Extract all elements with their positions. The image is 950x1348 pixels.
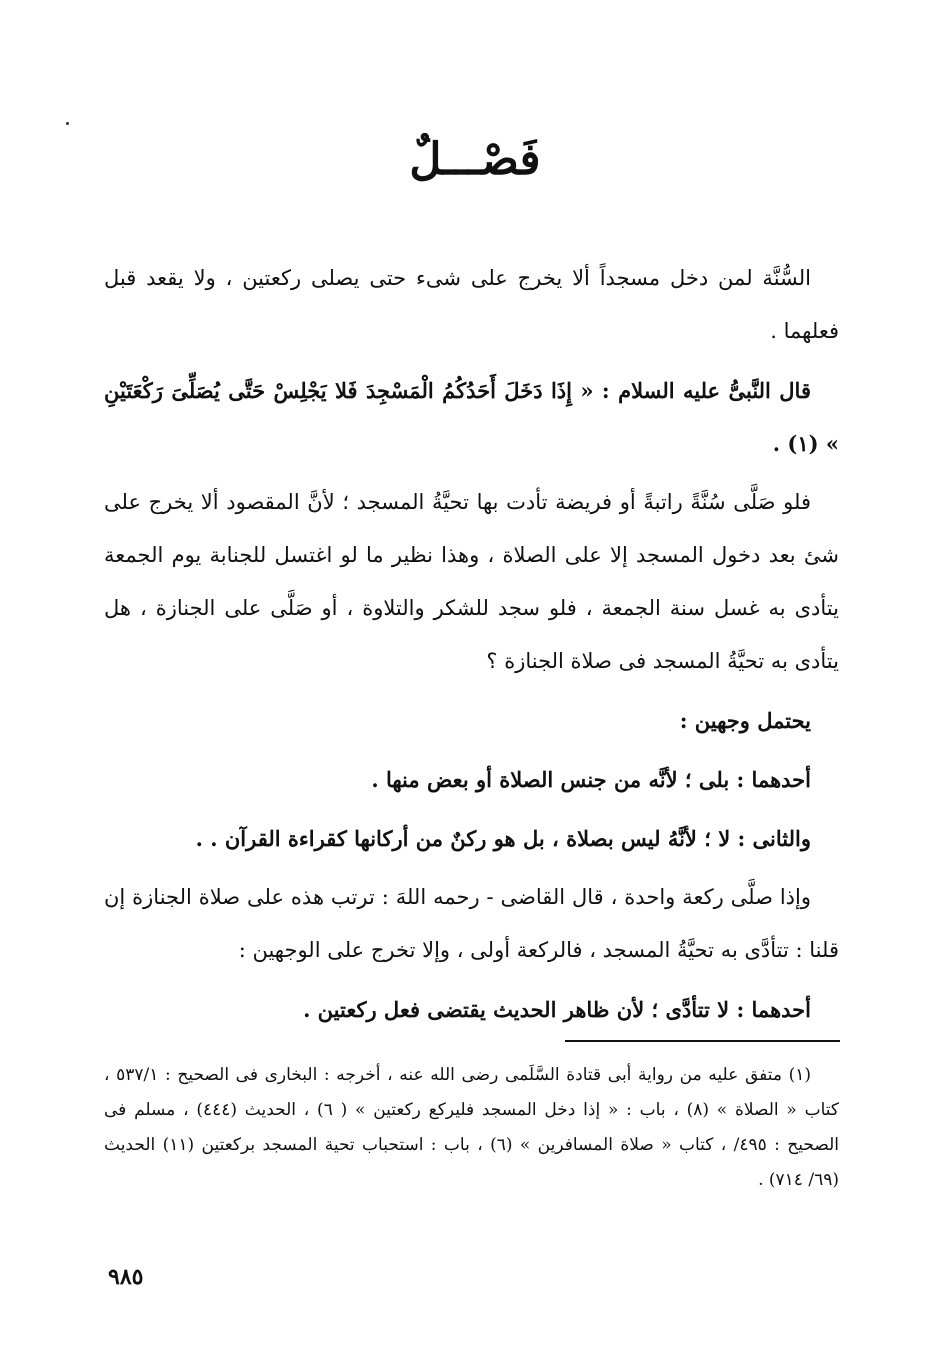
section-heading: فَصْـــلٌ (409, 134, 541, 185)
paragraph-single-rakah-first-opinion: أحدهما : لا تتأدَّى ؛ لأن ظاهر الحديث يقتضى فعل ركعتين . (303, 997, 811, 1022)
paragraph-two-opinions: يحتمل وجهين : (679, 708, 811, 733)
footnote-1: (١) متفق عليه من رواية أبى قتادة السَّلَمى رضى الله عنه ، أخرجه : البخارى فى الصحيح : ٥٣٧/١ ، كتاب « الصلاة » (٨) ، باب : « إذا دخل المسجد فليركع ركعتين » ( ٦) ، الحديث (٤٤٤) ، مسلم فى الصحيح : ٤٩٥/ ، كتاب « صلاة المسافرين » (٦) ، باب : استحباب تحية المسجد بركعتين (١١) الحديث (٦٩/ ٧١٤) . (104, 1065, 840, 1190)
main-text (104, 252, 839, 1042)
footnotes (104, 1058, 839, 1198)
paragraph-hadith-quote: قال النَّبىُّ عليه السلام : « إِذَا دَخَلَ أَحَدُكُمُ الْمَسْجِدَ فَلا يَجْلِسْ حَتَّى يُصَلِّىَ رَكْعَتَيْنِ » (١) . (104, 378, 839, 456)
page-number: ٩٨٥ (108, 1264, 144, 1290)
paragraph-second-opinion: والثانى : لا ؛ لأنَّهُ ليس بصلاة ، بل هو ركنٌ من أركانها كقراءة القرآن . . (195, 826, 811, 851)
paragraph-first-opinion: أحدهما : بلى ؛ لأنَّه من جنس الصلاة أو بعض منها . (371, 767, 811, 792)
paragraph-single-rakah: وإذا صلَّى ركعة واحدة ، قال القاضى - رحمه اللهَ : ترتب هذه على صلاة الجنازة إن قلنا : تتأدَّى به تحيَّةُ المسجد ، فالركعة أولى ، وإلا تخرج على الوجهين : (104, 885, 839, 962)
paragraph-sunnah-rule: السُّنَّة لمن دخل مسجداً ألا يخرج على شىء حتى يصلى ركعتين ، ولا يقعد قبل فعلهما . (104, 266, 839, 343)
paragraph-obligatory-prayer: فلو صَلَّى سُنَّةً راتبةً أو فريضة تأدت بها تحيَّةُ المسجد ؛ لأنَّ المقصود ألا يخرج على شئ بعد دخول المسجد إلا على الصلاة ، وهذا نظير ما لو اغتسل للجنابة يوم الجمعة يتأدى به غسل سنة الجمعة ، فلو سجد للشكر والتلاوة ، أو صَلَّى على الجنازة ، هل يتأدى به تحيَّةُ المسجد فى صلاة الجنازة ؟ (104, 490, 839, 673)
footnote-divider (565, 1040, 840, 1042)
